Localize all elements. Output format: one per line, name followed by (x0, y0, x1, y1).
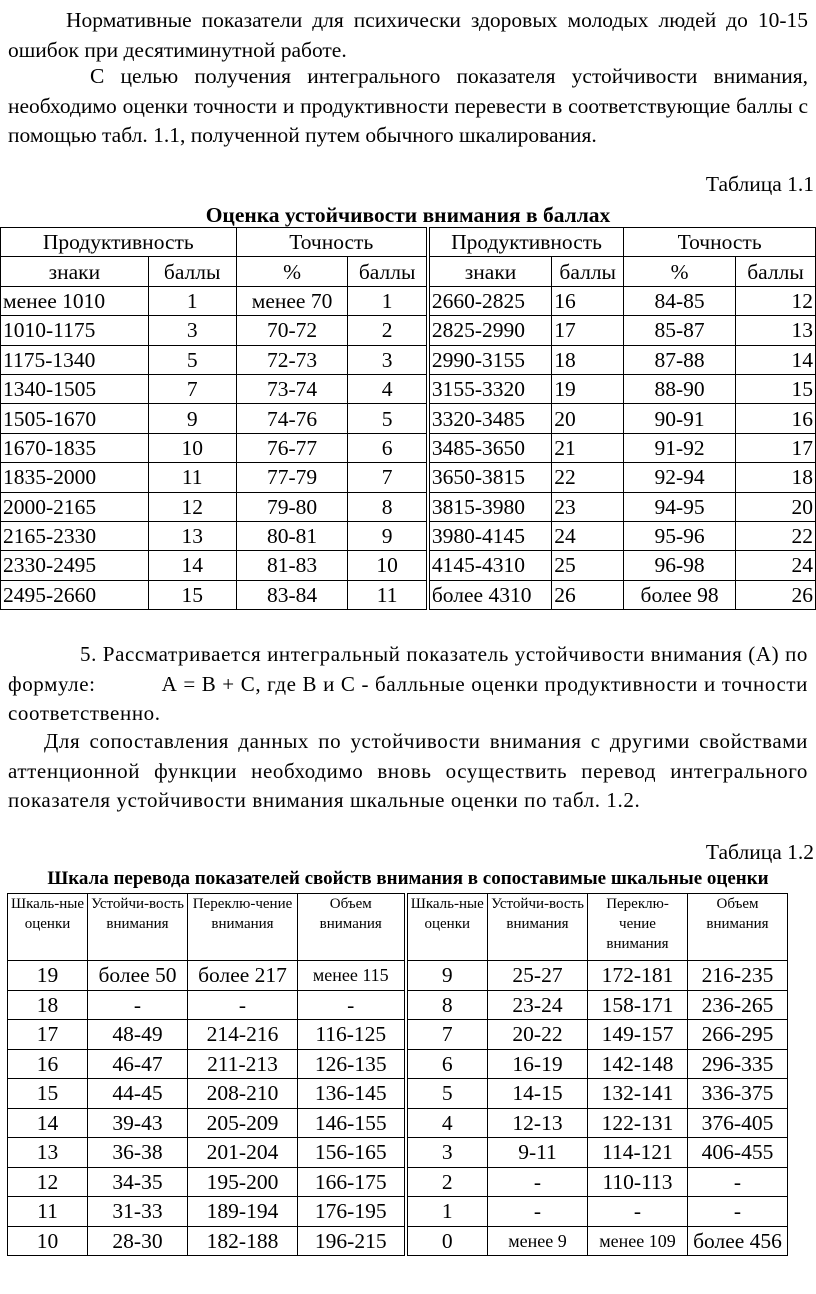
table1-row (1, 580, 816, 609)
table1-cell: 4 (348, 374, 428, 403)
table2-cell: 9 (406, 961, 488, 991)
table2-cell: 195-200 (188, 1167, 298, 1197)
table2-cell: более 50 (88, 961, 188, 991)
table1-cell: 2165-2330 (1, 521, 149, 550)
table2-cell: 18 (8, 990, 88, 1020)
table2-cell: 136-145 (298, 1079, 406, 1109)
table2-cell: 132-141 (588, 1079, 688, 1109)
table1-cell: 9 (148, 404, 236, 433)
table2-row (8, 1167, 788, 1197)
table2-header: Переклю-чение внимания (188, 894, 298, 961)
table2-cell: 5 (406, 1079, 488, 1109)
table1-cell: 1670-1835 (1, 433, 149, 462)
table1-cell: 88-90 (624, 374, 736, 403)
table1-cell: более 4310 (428, 580, 552, 609)
table2-cell: 149-157 (588, 1020, 688, 1050)
table1-cell: 87-88 (624, 345, 736, 374)
table1-cell: 25 (552, 551, 624, 580)
table2-header: Переклю-чение внимания (588, 894, 688, 961)
table2-cell: 208-210 (188, 1079, 298, 1109)
table2-cell: 17 (8, 1020, 88, 1050)
table1-cell: 15 (148, 580, 236, 609)
table2-cell: 406-455 (688, 1138, 788, 1168)
table2-cell: менее 9 (488, 1226, 588, 1256)
comparison-paragraph: Для сопоставления данных по устойчивости внимания с другими свойствами аттенционной функции необходимо вновь осуществить перевод интегрального показателя устойчивости внимания шкальные оценки по табл. 1.2. (8, 729, 808, 812)
table1-cell: 3980-4145 (428, 521, 552, 550)
table1-row (1, 521, 816, 550)
table2-cell: - (588, 1197, 688, 1227)
table1-cell: 3485-3650 (428, 433, 552, 462)
table1-cell: 13 (148, 521, 236, 550)
table1-cell: 22 (552, 463, 624, 492)
table1-cell: 70-72 (236, 316, 348, 345)
table2-cell: 158-171 (588, 990, 688, 1020)
table1-row (1, 551, 816, 580)
table1-cell: 2000-2165 (1, 492, 149, 521)
table2-row (8, 1020, 788, 1050)
table2-cell: 146-155 (298, 1108, 406, 1138)
table2-cell: - (488, 1197, 588, 1227)
table1-cell: 20 (552, 404, 624, 433)
table2-row (8, 1138, 788, 1168)
table1-row (1, 492, 816, 521)
table1-cell: 1 (148, 286, 236, 315)
table2-cell: 376-405 (688, 1108, 788, 1138)
table1-cell: 8 (348, 492, 428, 521)
table1-cell: 3 (348, 345, 428, 374)
table1-cell: 96-98 (624, 551, 736, 580)
table2-row (8, 1049, 788, 1079)
table1-cell: 85-87 (624, 316, 736, 345)
table2-cell: 122-131 (588, 1108, 688, 1138)
table2-cell: - (88, 990, 188, 1020)
table1-cell: менее 70 (236, 286, 348, 315)
table1-cell: 4145-4310 (428, 551, 552, 580)
table1-cell: 10 (348, 551, 428, 580)
table2-cell: - (688, 1167, 788, 1197)
table1-cell: 26 (736, 580, 816, 609)
table2-cell: 36-38 (88, 1138, 188, 1168)
table1-title: Оценка устойчивости внимания в баллах (205, 203, 611, 227)
table2-cell: 266-295 (688, 1020, 788, 1050)
table2-cell: 13 (8, 1138, 88, 1168)
table2-cell: 14 (8, 1108, 88, 1138)
table1-cell: 2 (348, 316, 428, 345)
table1-cell: 11 (348, 580, 428, 609)
table1-cell: 1 (348, 286, 428, 315)
table1-cell: 91-92 (624, 433, 736, 462)
table1-sub-header: % (236, 257, 348, 286)
table2-cell: 31-33 (88, 1197, 188, 1227)
table2-header: Устойчи-вость внимания (88, 894, 188, 961)
table2-row (8, 961, 788, 991)
table1-cell: более 98 (624, 580, 736, 609)
attention-stability-table (0, 227, 816, 610)
table2-cell: 1 (406, 1197, 488, 1227)
table1-cell: 2330-2495 (1, 551, 149, 580)
table1-cell: 20 (736, 492, 816, 521)
table1-cell: менее 1010 (1, 286, 149, 315)
table2-cell: - (298, 990, 406, 1020)
table1-cell: 10 (148, 433, 236, 462)
table1-cell: 24 (736, 551, 816, 580)
table1-cell: 12 (736, 286, 816, 315)
table1-cell: 15 (736, 374, 816, 403)
table2-cell: 114-121 (588, 1138, 688, 1168)
table2-cell: 116-125 (298, 1020, 406, 1050)
table1-cell: 2825-2990 (428, 316, 552, 345)
table1-sub-header: баллы (148, 257, 236, 286)
table2-cell: 205-209 (188, 1108, 298, 1138)
table1-cell: 1835-2000 (1, 463, 149, 492)
table2-cell: 14-15 (488, 1079, 588, 1109)
table2-header: Шкаль-ные оценки (406, 894, 488, 961)
table1-sub-header: баллы (736, 257, 816, 286)
table1-cell: 24 (552, 521, 624, 550)
table1-caption: Таблица 1.1 (705, 172, 814, 196)
table1-cell: 84-85 (624, 286, 736, 315)
table2-cell: 196-215 (298, 1226, 406, 1256)
table2-cell: 10 (8, 1226, 88, 1256)
table1-cell: 2495-2660 (1, 580, 149, 609)
table1-cell: 18 (736, 463, 816, 492)
table2-cell: 211-213 (188, 1049, 298, 1079)
table2-row (8, 1108, 788, 1138)
table2-cell: 28-30 (88, 1226, 188, 1256)
table1-cell: 3650-3815 (428, 463, 552, 492)
table2-cell: 7 (406, 1020, 488, 1050)
table2-cell: 9-11 (488, 1138, 588, 1168)
table2-cell: менее 115 (298, 961, 406, 991)
table2-cell: менее 109 (588, 1226, 688, 1256)
table1-cell: 14 (736, 345, 816, 374)
table1-cell: 3155-3320 (428, 374, 552, 403)
table2-cell: 236-265 (688, 990, 788, 1020)
table1-row (1, 316, 816, 345)
table1-row (1, 345, 816, 374)
table1-cell: 79-80 (236, 492, 348, 521)
table1-cell: 9 (348, 521, 428, 550)
table2-cell: 11 (8, 1197, 88, 1227)
table1-row (1, 404, 816, 433)
table2-cell: 2 (406, 1167, 488, 1197)
table1-cell: 1505-1670 (1, 404, 149, 433)
table2-cell: - (688, 1197, 788, 1227)
table2-cell: более 217 (188, 961, 298, 991)
table1-cell: 2990-3155 (428, 345, 552, 374)
table2-cell: 172-181 (588, 961, 688, 991)
table2-cell: 296-335 (688, 1049, 788, 1079)
table2-cell: 46-47 (88, 1049, 188, 1079)
table2-cell: - (488, 1167, 588, 1197)
table2-cell: 6 (406, 1049, 488, 1079)
table2-cell: 25-27 (488, 961, 588, 991)
table1-cell: 3320-3485 (428, 404, 552, 433)
table2-cell: 336-375 (688, 1079, 788, 1109)
table1-cell: 81-83 (236, 551, 348, 580)
table1-cell: 74-76 (236, 404, 348, 433)
table2-cell: 166-175 (298, 1167, 406, 1197)
table1-group-header: Продуктивность (1, 228, 237, 257)
table2-cell: 34-35 (88, 1167, 188, 1197)
table1-cell: 26 (552, 580, 624, 609)
table2-cell: 20-22 (488, 1020, 588, 1050)
table2-cell: 16-19 (488, 1049, 588, 1079)
table2-cell: 19 (8, 961, 88, 991)
table1-cell: 77-79 (236, 463, 348, 492)
table2-header: Шкаль-ные оценки (8, 894, 88, 961)
intro-paragraph-2: С целью получения интегрального показателя устойчивости внимания, необходимо оценки точности и продуктивности перевести в соответствующие баллы с помощью табл. 1.1, полученной путем обычного шкалирования. (8, 64, 808, 147)
table1-cell: 5 (348, 404, 428, 433)
table2-cell: 12 (8, 1167, 88, 1197)
table2-cell: 8 (406, 990, 488, 1020)
table2-cell: 44-45 (88, 1079, 188, 1109)
table2-title: Шкала перевода показателей свойств внимания в сопоставимые шкальные оценки (47, 868, 769, 889)
table1-cell: 13 (736, 316, 816, 345)
table1-cell: 7 (148, 374, 236, 403)
table1-cell: 22 (736, 521, 816, 550)
table2-cell: 182-188 (188, 1226, 298, 1256)
table1-cell: 7 (348, 463, 428, 492)
table1-row (1, 433, 816, 462)
table1-cell: 23 (552, 492, 624, 521)
table1-cell: 21 (552, 433, 624, 462)
table2-cell: 23-24 (488, 990, 588, 1020)
table2-cell: 4 (406, 1108, 488, 1138)
table1-sub-header: знаки (428, 257, 552, 286)
table2-header: Устойчи-вость внимания (488, 894, 588, 961)
table1-cell: 3815-3980 (428, 492, 552, 521)
table2-cell: 16 (8, 1049, 88, 1079)
table1-cell: 83-84 (236, 580, 348, 609)
table2-cell: 176-195 (298, 1197, 406, 1227)
table1-sub-header: % (624, 257, 736, 286)
table1-row (1, 374, 816, 403)
table2-row (8, 1079, 788, 1109)
table2-cell: - (188, 990, 298, 1020)
table2-cell: 214-216 (188, 1020, 298, 1050)
intro-paragraph-1: Нормативные показатели для психически здоровых молодых людей до 10-15 ошибок при десятиминутной работе. (8, 8, 808, 62)
table1-cell: 18 (552, 345, 624, 374)
table1-cell: 73-74 (236, 374, 348, 403)
table1-cell: 3 (148, 316, 236, 345)
table1-sub-header: баллы (348, 257, 428, 286)
table1-cell: 2660-2825 (428, 286, 552, 315)
table1-cell: 80-81 (236, 521, 348, 550)
table2-cell: 110-113 (588, 1167, 688, 1197)
table1-group-header: Продуктивность (428, 228, 624, 257)
table2-caption: Таблица 1.2 (705, 840, 814, 864)
table2-cell: 142-148 (588, 1049, 688, 1079)
table2-cell: 39-43 (88, 1108, 188, 1138)
table2-header: Объем внимания (688, 894, 788, 961)
table1-cell: 94-95 (624, 492, 736, 521)
table1-cell: 12 (148, 492, 236, 521)
table2-row (8, 1197, 788, 1227)
table1-cell: 14 (148, 551, 236, 580)
table1-group-header: Точность (624, 228, 816, 257)
table1-cell: 76-77 (236, 433, 348, 462)
table1-cell: 1175-1340 (1, 345, 149, 374)
table2-header: Объем внимания (298, 894, 406, 961)
table2-cell: 126-135 (298, 1049, 406, 1079)
table1-cell: 1010-1175 (1, 316, 149, 345)
table1-cell: 1340-1505 (1, 374, 149, 403)
formula: А = В + С, (161, 671, 262, 696)
table2-cell: 189-194 (188, 1197, 298, 1227)
table2-cell: 216-235 (688, 961, 788, 991)
table1-cell: 90-91 (624, 404, 736, 433)
table2-cell: 156-165 (298, 1138, 406, 1168)
table1-row (1, 286, 816, 315)
table1-cell: 19 (552, 374, 624, 403)
scale-conversion-table (7, 893, 788, 1256)
table2-row (8, 990, 788, 1020)
table1-cell: 16 (552, 286, 624, 315)
table1-cell: 6 (348, 433, 428, 462)
table1-group-header: Точность (236, 228, 428, 257)
table1-sub-header: баллы (552, 257, 624, 286)
table1-cell: 92-94 (624, 463, 736, 492)
formula-paragraph: 5. Рассматривается интегральный показатель устойчивости внимания (А) по формуле: А = В + С, где В и С - балльные оценки продуктивности и точности соответственно. (8, 642, 809, 725)
table2-cell: 3 (406, 1138, 488, 1168)
table2-row (8, 1226, 788, 1256)
table1-cell: 17 (552, 316, 624, 345)
table2-cell: 48-49 (88, 1020, 188, 1050)
table2-cell: 15 (8, 1079, 88, 1109)
table1-sub-header: знаки (1, 257, 149, 286)
table1-cell: 16 (736, 404, 816, 433)
table1-cell: 72-73 (236, 345, 348, 374)
table2-cell: 0 (406, 1226, 488, 1256)
table1-cell: 11 (148, 463, 236, 492)
table1-row (1, 463, 816, 492)
table1-cell: 5 (148, 345, 236, 374)
table2-cell: более 456 (688, 1226, 788, 1256)
table2-cell: 12-13 (488, 1108, 588, 1138)
table1-cell: 17 (736, 433, 816, 462)
table1-cell: 95-96 (624, 521, 736, 550)
table2-cell: 201-204 (188, 1138, 298, 1168)
